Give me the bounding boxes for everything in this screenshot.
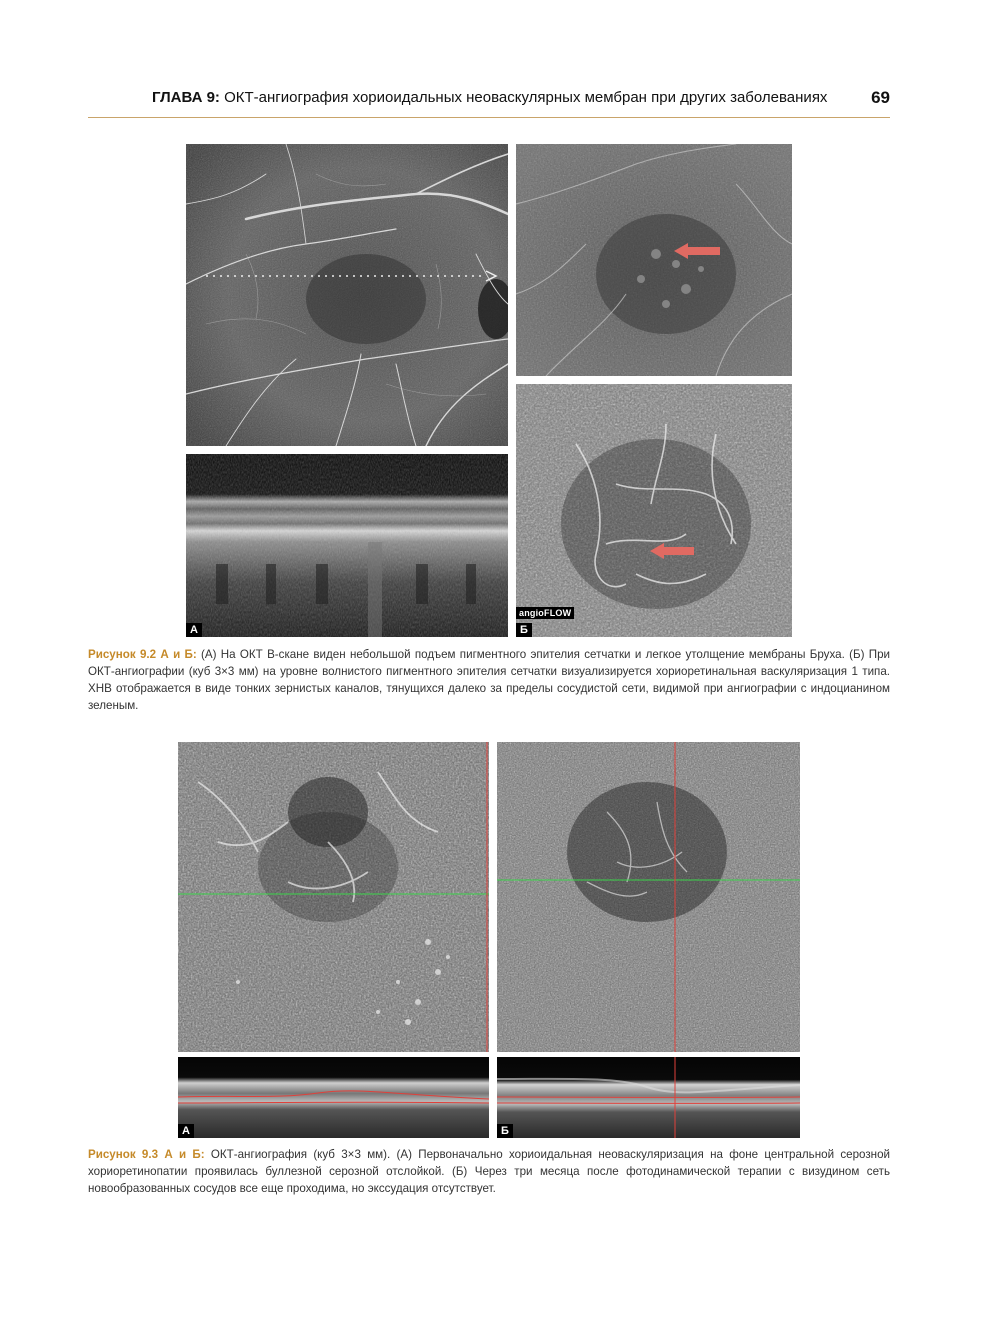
oct-bscan-image xyxy=(186,454,508,637)
octa-angioflow-image xyxy=(516,384,792,637)
bscan-followup-image xyxy=(497,1057,800,1138)
fundus-angiogram-image xyxy=(186,144,508,446)
running-header xyxy=(88,86,890,112)
header-rule xyxy=(88,117,890,118)
bscan-initial-image xyxy=(178,1057,489,1138)
octa-initial-image xyxy=(178,742,489,1052)
page-number: 69 xyxy=(871,88,890,107)
icg-angiogram-image xyxy=(516,144,792,376)
octa-followup-image xyxy=(497,742,800,1052)
fig3-panel-b-label: Б xyxy=(497,1124,513,1138)
figure-9-2-caption: Рисунок 9.2 А и Б: (А) На ОКТ B-скане виден небольшой подъем пигментного эпителия сетчатки и легкое утолщение мембраны Бруха. (Б) При ОКТ-ангиографии (куб 3×3 мм) на уровне волнистого пигментного эпителия сетчатки визуализируется хориоретинальная васкуляризация 1 типа. ХНВ отображается в виде тонких зернистых каналов, тянущихся далеко за пределы сосудистой сети, видимой при ангиографии с индоцианином зеленым. xyxy=(88,648,890,712)
panel-b-label: Б xyxy=(516,623,532,637)
fig3-panel-a-label: А xyxy=(178,1124,194,1138)
panel-a-label: А xyxy=(186,623,202,637)
chapter-title: ГЛАВА 9: ОКТ-ангиография хориоидальных неоваскулярных мембран при других заболеваниях xyxy=(152,89,828,106)
figure-9-3-caption: Рисунок 9.3 А и Б: ОКТ-ангиография (куб 3×3 мм). (А) Первоначально хориоидальная неоваскуляризация на фоне центральной серозной хориоретинопатии проявилась буллезной серозной отслойкой. (Б) Через три месяца после фотодинамической терапии с визудином сеть новообразованных сосудов все еще проходима, но экссудация отсутствует. xyxy=(88,1148,890,1195)
angioflow-brand-label: angioFLOW xyxy=(516,607,574,619)
